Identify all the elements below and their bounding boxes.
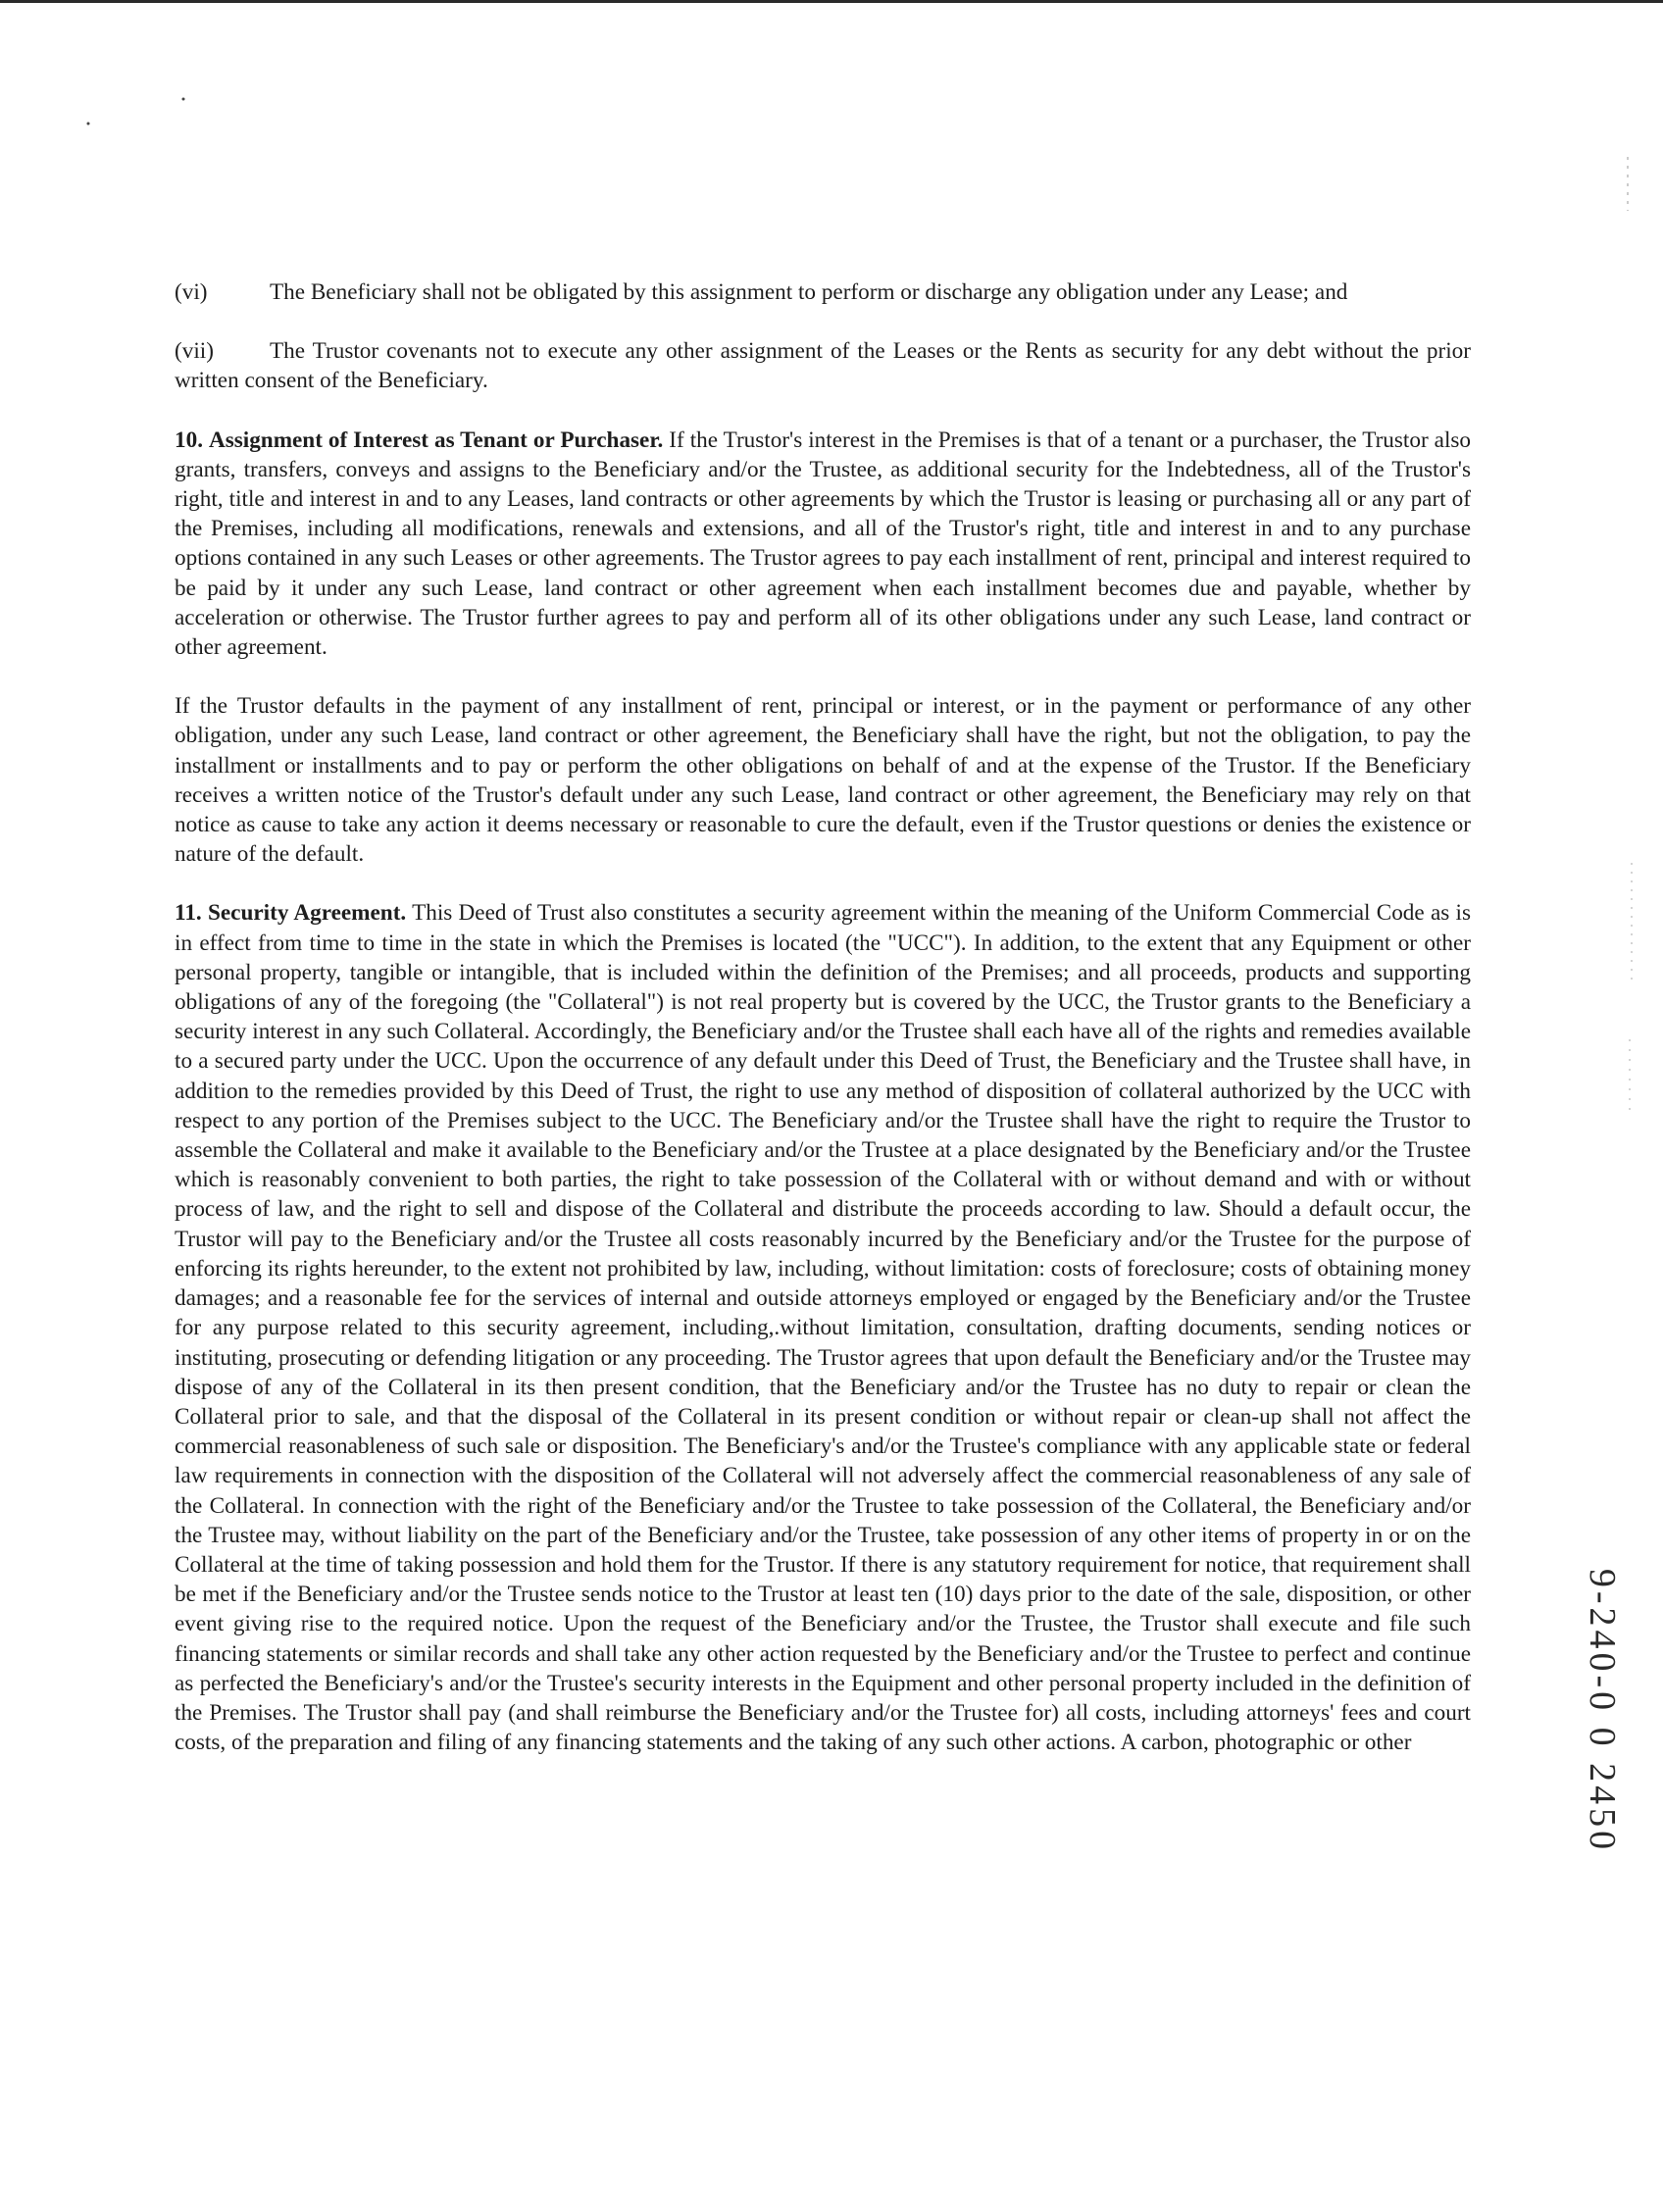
- clause-text: The Trustor covenants not to execute any other assignment of the Leases or the Rents as security for any debt without the prior written consent of the Beneficiary.: [175, 338, 1471, 394]
- section-heading: Assignment of Interest as Tenant or Purchaser.: [208, 427, 664, 453]
- clause-vii: [175, 336, 1471, 395]
- clause-text: The Beneficiary shall not be obligated by this assignment to perform or discharge any obligation under any Lease; and: [270, 279, 1348, 305]
- clause-marker: (vi): [175, 279, 208, 305]
- section-number: 10.: [175, 427, 203, 453]
- section-text: If the Trustor's interest in the Premises is that of a tenant or a purchaser, the Trustor also grants, transfers, conveys and assigns to the Beneficiary and/or the Trustee, as additional security for the Indebtedness, all of the Trustor's right, title and interest in and to any Leases, land contracts or other agreements by which the Trustor is leasing or purchasing all or any part of the Premises, including all modifications, renewals and extensions, and all of the Trustor's right, title and interest in and to any purchase options contained in any such Leases or other agreements. The Trustor agrees to pay each installment of rent, principal and interest required to be paid by it under any such Lease, land contract or other agreement when each installment becomes due and payable, whether by acceleration or otherwise. The Trustor further agrees to pay and perform all of its other obligations under any such Lease, land contract or other agreement.: [175, 427, 1472, 661]
- section-10-paragraph-1: [175, 426, 1471, 663]
- section-number: 11.: [175, 900, 202, 927]
- section-heading: Security Agreement.: [207, 900, 407, 927]
- section-text: This Deed of Trust also constitutes a security agreement within the meaning of the Uniform Commercial Code as is in effect from time to time in the state in which the Premises is located (the "UCC"). In addition, to the extent that any Equipment or other personal property, tangible or intangible, that is included within the definition of the Premises; and all proceeds, products and supporting obligations of any of the foregoing (the "Collateral") is not real property but is covered by the UCC, the Trustor grants to the Beneficiary a security interest in any such Collateral. Accordingly, the Beneficiary and/or the Trustee shall each have all of the rights and remedies available to a secured party under the UCC. Upon the occurrence of any default under this Deed of Trust, the Beneficiary and the Trustee shall have, in addition to the remedies provided by this Deed of Trust, the right to use any method of disposition of collateral authorized by the UCC with respect to any portion of the Premises subject to the UCC. The Beneficiary and/or the Trustee shall have the right to require the Trustor to assemble the Collateral and make it available to the Beneficiary and/or the Trustee at a place designated by the Beneficiary and/or the Trustee which is reasonably convenient to both parties, the right to take possession of the Collateral with or without demand and with or without process of law, and the right to sell and dispose of the Collateral and distribute the proceeds according to law. Should a default occur, the Trustor will pay to the Beneficiary and/or the Trustee all costs reasonably incurred by the Beneficiary and/or the Trustee for the purpose of enforcing its rights hereunder, to the extent not prohibited by law, including, without limitation: costs of foreclosure; costs of obtaining money damages; and a reasonable fee for the services of internal and outside attorneys employed or engaged by the Beneficiary and/or the Trustee for any purpose related to this security agreement, including,.without limitation, consultation, drafting documents, sending notices or instituting, prosecuting or defending litigation or any proceeding. The Trustor agrees that upon default the Beneficiary and/or the Trustee may dispose of any of the Collateral in its then present condition, that the Beneficiary and/or the Trustee has no duty to repair or clean the Collateral prior to sale, and that the disposal of the Collateral in its present condition or without repair or clean-up shall not affect the commercial reasonableness of such sale or disposition. The Beneficiary's and/or the Trustee's compliance with any applicable state or federal law requirements in connection with the disposition of the Collateral will not adversely affect the commercial reasonableness of any sale of the Collateral. In connection with the right of the Beneficiary and/or the Trustee to take possession of the Collateral, the Beneficiary and/or the Trustee may, without liability on the part of the Beneficiary and/or the Trustee, take possession of any other items of property in or on the Collateral at the time of taking possession and hold them for the Trustor. If there is any statutory requirement for notice, that requirement shall be met if the Beneficiary and/or the Trustee sends notice to the Trustor at least ten (10) days prior to the date of the sale, disposition, or other event giving rise to the required notice. Upon the request of the Beneficiary and/or the Trustee, the Trustor shall execute and file such financing statements or similar records and shall take any other action requested by the Beneficiary and/or the Trustee to perfect and continue as perfected the Beneficiary's and/or the Trustee's security interests in the Equipment and other personal property included in the definition of the Premises. The Trustor shall pay (and shall reimburse the Beneficiary and/or the Trustee for) all costs, including attorneys' fees and court costs, of the preparation and filing of any financing statements and the taking of any such other actions. A carbon, photographic or other: [175, 900, 1471, 1756]
- recording-stamp-number: 9-240-0 0 2450: [1582, 1568, 1623, 1854]
- section-11-paragraph-1: [175, 898, 1471, 1757]
- clause-marker: (vii): [175, 338, 214, 365]
- section-10-paragraph-2: [175, 691, 1471, 869]
- clause-vi: [175, 277, 1471, 307]
- document-body: [175, 277, 1471, 1786]
- section-text: If the Trustor defaults in the payment of any installment of rent, principal or interest, or in the payment or performance of any other obligation, under any such Lease, land contract or other agreement, the Beneficiary shall have the right, but not the obligation, to pay the installment or installments and to pay or perform the other obligations on behalf of and at the expense of the Trustor. If the Beneficiary receives a written notice of the Trustor's default under any such Lease, land contract or other agreement, the Beneficiary may rely on that notice as cause to take any action it deems necessary or reasonable to cure the default, even if the Trustor questions or denies the existence or nature of the default.: [175, 693, 1471, 868]
- scan-top-edge: [0, 0, 1663, 3]
- recording-stamp: [1583, 1559, 1622, 1863]
